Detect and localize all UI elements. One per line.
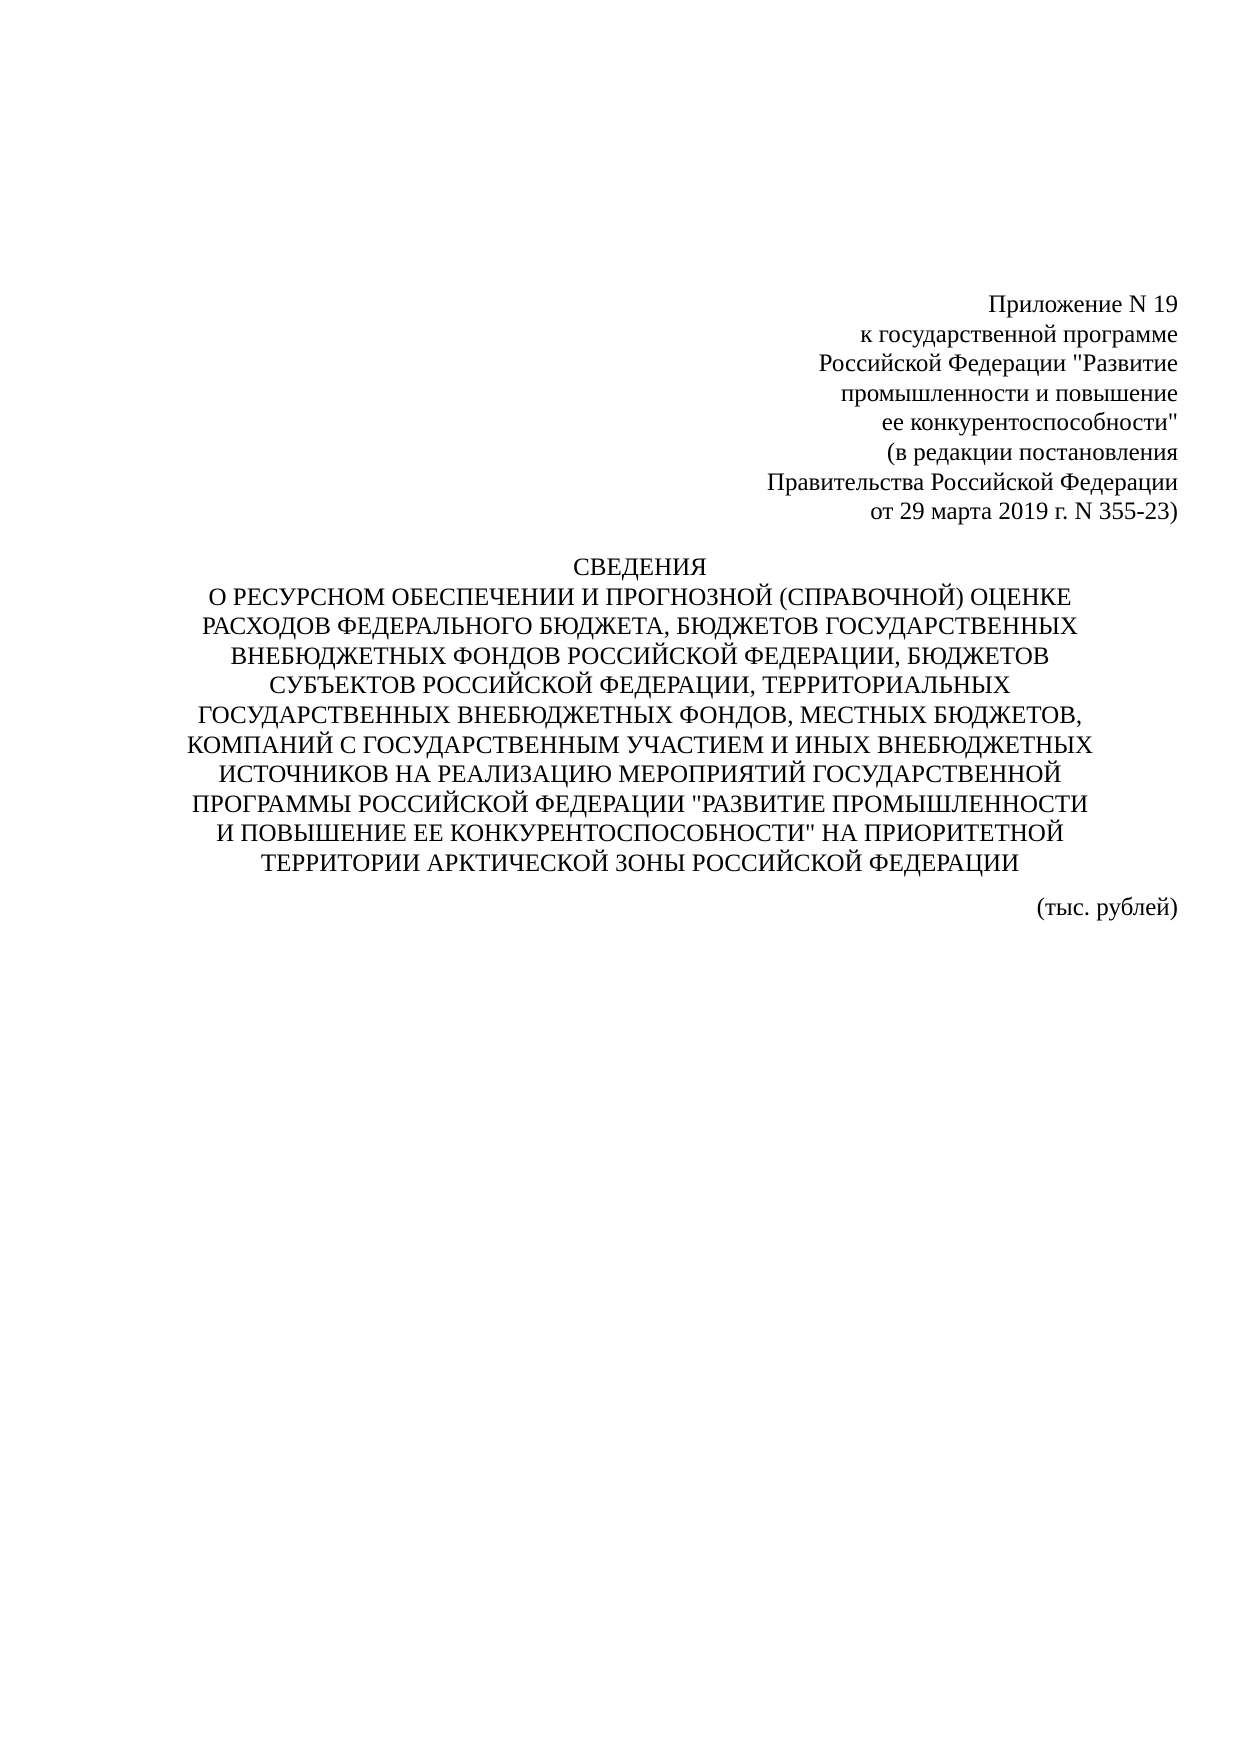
heading-line: ГОСУДАРСТВЕННЫХ ВНЕБЮДЖЕТНЫХ ФОНДОВ, МЕСТНЫХ БЮДЖЕТОВ,	[197, 701, 1083, 729]
appendix-line: к государственной программе	[860, 320, 1178, 348]
heading-line: ИСТОЧНИКОВ НА РЕАЛИЗАЦИЮ МЕРОПРИЯТИЙ ГОСУДАРСТВЕННОЙ	[218, 761, 1062, 789]
appendix-line: Приложение N 19	[988, 291, 1178, 318]
document-heading	[170, 553, 1110, 879]
heading-line: И ПОВЫШЕНИЕ ЕЕ КОНКУРЕНТОСПОСОБНОСТИ" НА ПРИОРИТЕТНОЙ	[216, 820, 1064, 848]
heading-line: О РЕСУРСНОМ ОБЕСПЕЧЕНИИ И ПРОГНОЗНОЙ (СПРАВОЧНОЙ) ОЦЕНКЕ	[208, 583, 1072, 611]
heading-line: ПРОГРАММЫ РОССИЙСКОЙ ФЕДЕРАЦИИ "РАЗВИТИЕ ПРОМЫШЛЕННОСТИ	[191, 790, 1089, 818]
heading-line: ТЕРРИТОРИИ АРКТИЧЕСКОЙ ЗОНЫ РОССИЙСКОЙ ФЕДЕРАЦИИ	[260, 849, 1020, 877]
heading-line: СУБЪЕКТОВ РОССИЙСКОЙ ФЕДЕРАЦИИ, ТЕРРИТОРИАЛЬНЫХ	[269, 672, 1011, 700]
heading-line: ВНЕБЮДЖЕТНЫХ ФОНДОВ РОССИЙСКОЙ ФЕДЕРАЦИИ, БЮДЖЕТОВ	[230, 642, 1050, 670]
heading-line: КОМПАНИЙ С ГОСУДАРСТВЕННЫМ УЧАСТИЕМ И ИНЫХ ВНЕБЮДЖЕТНЫХ	[186, 731, 1094, 759]
appendix-line: (в редакции постановления	[886, 438, 1178, 466]
appendix-line: ее конкурентоспособности"	[881, 409, 1178, 437]
heading-line: РАСХОДОВ ФЕДЕРАЛЬНОГО БЮДЖЕТА, БЮДЖЕТОВ ГОСУДАРСТВЕННЫХ	[201, 613, 1078, 641]
units-label: (тыс. рублей)	[1036, 894, 1178, 921]
heading-title: СВЕДЕНИЯ	[573, 554, 707, 581]
appendix-line: от 29 марта 2019 г. N 355-23)	[870, 498, 1178, 526]
appendix-line: Российской Федерации "Развитие	[818, 350, 1178, 378]
appendix-line: промышленности и повышение	[840, 379, 1178, 407]
appendix-reference-block	[658, 290, 1178, 527]
appendix-line: Правительства Российской Федерации	[766, 468, 1178, 496]
